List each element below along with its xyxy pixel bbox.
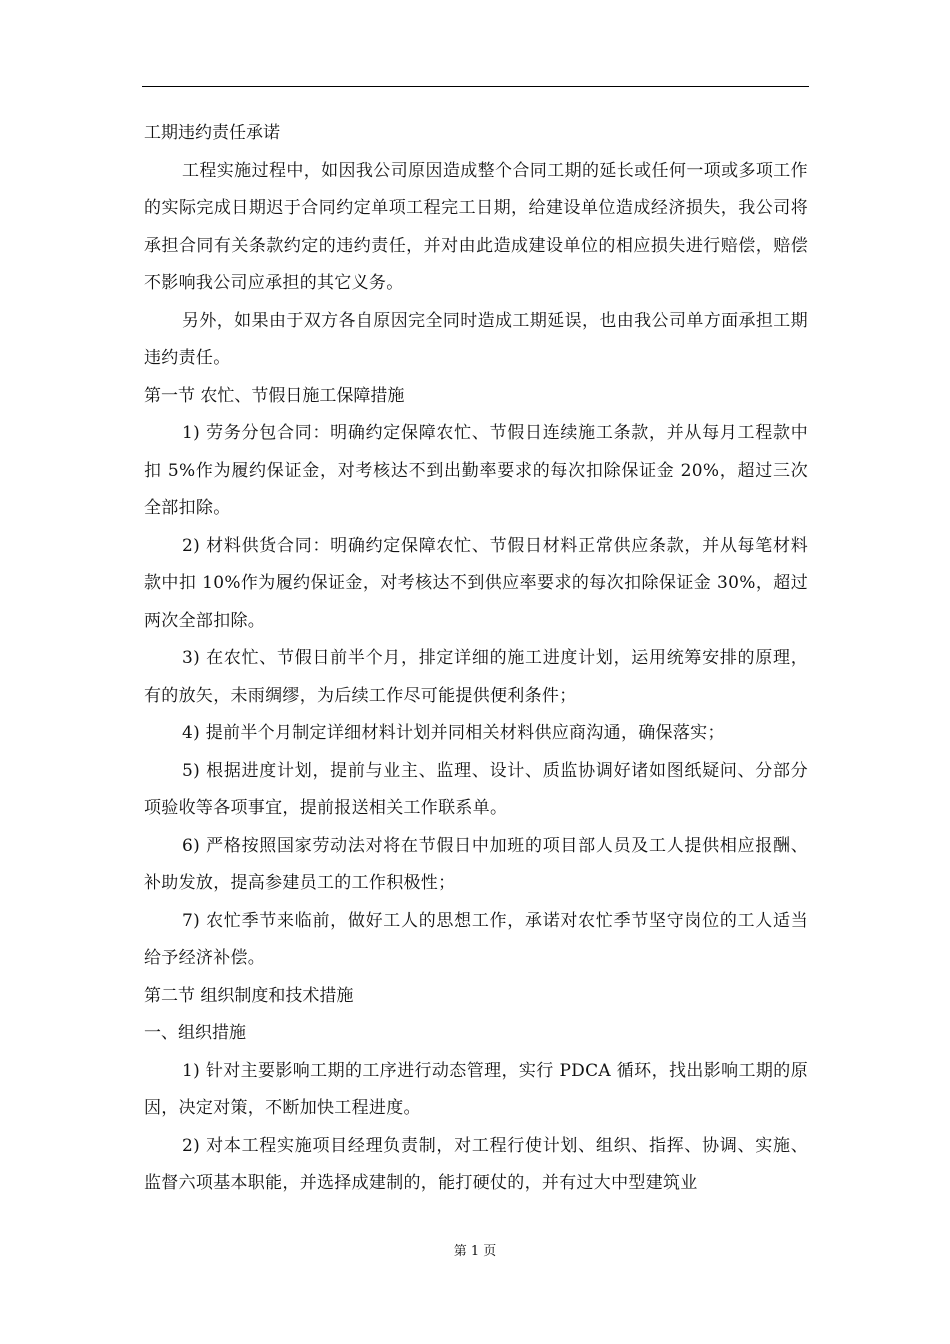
paragraph: 工程实施过程中，如因我公司原因造成整个合同工期的延长或任何一项或多项工作的实际完成日期迟于合同约定单项工程完工日期，给建设单位造成经济损失，我公司将承担合同有关条款约定的违约责任，并对由此造成建设单位的相应损失进行赔偿，赔偿不影响我公司应承担的其它义务。 [144, 160, 808, 293]
subsection-heading: 一、组织措施 [144, 1023, 246, 1043]
list-item: 1) 针对主要影响工期的工序进行动态管理，实行 PDCA 循环，找出影响工期的原因，决定对策，不断加快工程进度。 [144, 1060, 808, 1118]
header-rule [142, 86, 809, 87]
section-title: 工期违约责任承诺 [144, 123, 280, 143]
list-item: 6) 严格按照国家劳动法对将在节假日中加班的项目部人员及工人提供相应报酬、补助发放，提高参建员工的工作积极性； [144, 835, 808, 893]
list-item: 2) 材料供货合同：明确约定保障农忙、节假日材料正常供应条款，并从每笔材料款中扣 10%作为履约保证金，对考核达不到供应率要求的每次扣除保证金 30%，超过两次全部扣除。 [144, 535, 808, 631]
list-item: 3) 在农忙、节假日前半个月，排定详细的施工进度计划，运用统筹安排的原理，有的放矢，未雨绸缪，为后续工作尽可能提供便利条件； [144, 648, 808, 706]
section-heading: 第二节 组织制度和技术措施 [144, 985, 354, 1006]
paragraph: 另外，如果由于双方各自原因完全同时造成工期延误，也由我公司单方面承担工期违约责任。 [144, 310, 808, 368]
document-body [144, 115, 808, 1203]
section-heading: 第一节 农忙、节假日施工保障措施 [144, 385, 405, 406]
list-item: 2) 对本工程实施项目经理负责制，对工程行使计划、组织、指挥、协调、实施、监督六项基本职能，并选择成建制的，能打硬仗的，并有过大中型建筑业 [144, 1135, 808, 1193]
list-item: 1) 劳务分包合同：明确约定保障农忙、节假日连续施工条款，并从每月工程款中扣 5%作为履约保证金，对考核达不到出勤率要求的每次扣除保证金 20%，超过三次全部扣除。 [144, 423, 808, 518]
page-number: 第 1 页 [453, 1244, 497, 1259]
list-item: 5) 根据进度计划，提前与业主、监理、设计、质监协调好诸如图纸疑问、分部分项验收等各项事宜，提前报送相关工作联系单。 [144, 760, 808, 818]
list-item: 7) 农忙季节来临前，做好工人的思想工作，承诺对农忙季节坚守岗位的工人适当给予经济补偿。 [144, 910, 808, 968]
list-item: 4) 提前半个月制定详细材料计划并同相关材料供应商沟通，确保落实； [182, 723, 725, 743]
